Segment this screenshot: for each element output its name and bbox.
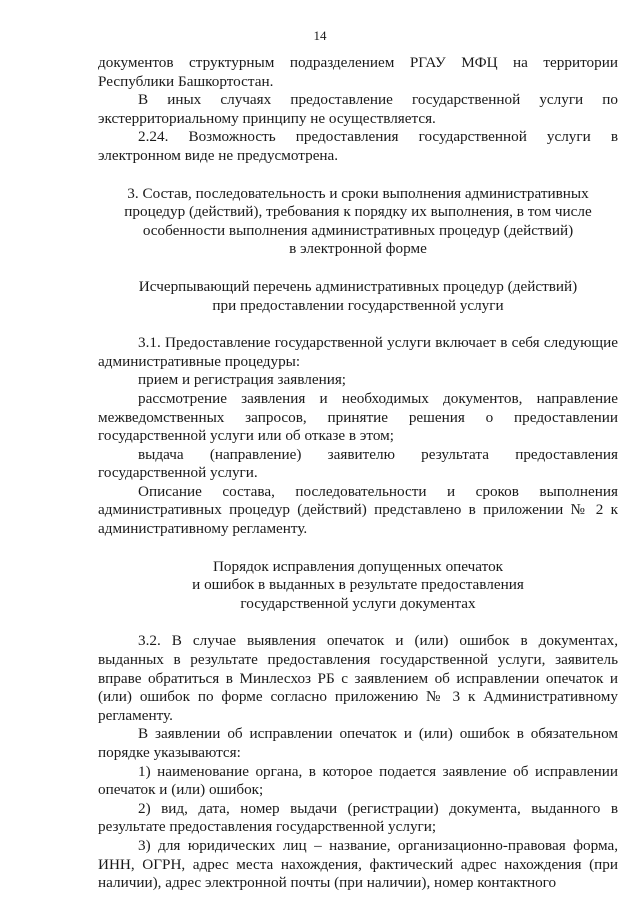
section-heading-line: процедур (действий), требования к порядку их выполнения, в том числе: [124, 203, 592, 221]
subsection-heading-line: при предоставлении государственной услуги: [212, 296, 504, 314]
list-item: 1) наименование органа, в которое подается заявление об исправлении опечаток и (или) ошибок;: [98, 762, 618, 799]
section-heading-line: 3. Состав, последовательность и сроки выполнения административных: [127, 184, 589, 202]
subsection-errors-heading: [98, 558, 618, 614]
paragraph-required-fields: В заявлении об исправлении опечаток и (или) ошибок в обязательном порядке указываются:: [98, 725, 618, 761]
list-item: 2) вид, дата, номер выдачи (регистрации) документа, выданного в результате предоставления государственной услуги;: [98, 799, 618, 836]
list-item: рассмотрение заявления и необходимых документов, направление межведомственных запросов, принятие решения о предоставлении государственной услуги или об отказе в этом;: [98, 389, 618, 445]
paragraph-2-24: 2.24. Возможность предоставления государственной услуги в электронном виде не предусмотрена.: [98, 128, 618, 164]
subsection-procedures-heading: [98, 278, 618, 315]
list-item: прием и регистрация заявления;: [138, 371, 347, 389]
section-heading-line: особенности выполнения административных процедур (действий): [142, 221, 574, 239]
section-3-heading: [98, 185, 618, 259]
paragraph-description: Описание состава, последовательности и сроков выполнения административных процедур (действий) представлено в приложении № 2 к административному регламенту.: [98, 482, 618, 538]
subsection-heading-line: Исчерпывающий перечень административных процедур (действий): [138, 277, 578, 295]
subsection-heading-line: Порядок исправления допущенных опечаток: [212, 557, 504, 575]
page-number: 14: [313, 28, 327, 43]
paragraph-extraterritorial: В иных случаях предоставление государственной услуги по экстерриториальному принципу не осуществляется.: [98, 91, 618, 127]
document-body: [98, 54, 618, 893]
paragraph-continuation: документов структурным подразделением РГАУ МФЦ на территории Республики Башкортостан.: [98, 54, 618, 90]
list-item: выдача (направление) заявителю результата предоставления государственной услуги.: [98, 445, 618, 482]
subsection-heading-line: государственной услуги документах: [240, 594, 476, 612]
section-heading-line: в электронной форме: [289, 240, 427, 258]
paragraph-3-1: 3.1. Предоставление государственной услуги включает в себя следующие административные процедуры:: [98, 334, 618, 370]
list-item: 3) для юридических лиц – название, организационно-правовая форма, ИНН, ОГРН, адрес места нахождения, фактический адрес нахождения (при наличии), адрес электронной почты (при наличии), номер контактного: [98, 836, 618, 892]
paragraph-3-2: 3.2. В случае выявления опечаток и (или) ошибок в документах, выданных в результате предоставления государственной услуги, заявитель вправе обратиться в Минлесхоз РБ с заявлением об исправлении опечаток и (или) ошибок по форме согласно приложению № 3 к Административному регламенту.: [98, 632, 618, 724]
subsection-heading-line: и ошибок в выданных в результате предоставления: [192, 576, 524, 594]
